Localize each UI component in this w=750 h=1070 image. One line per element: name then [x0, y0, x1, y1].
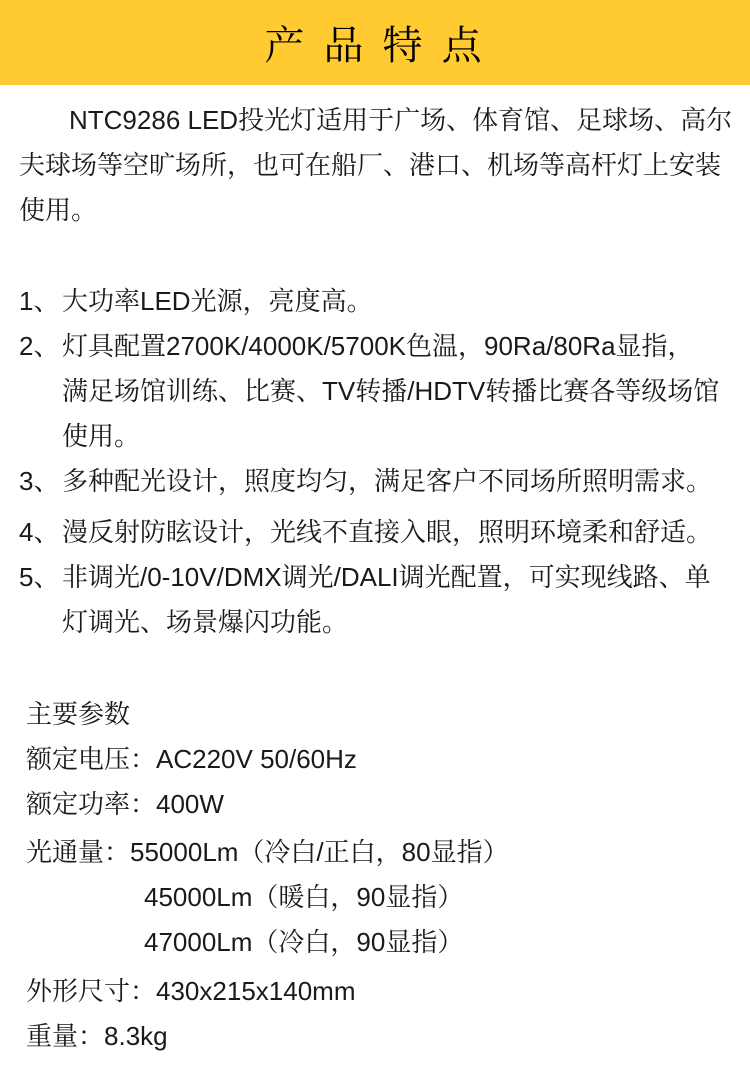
feature-text: [62, 510, 732, 555]
feature-line: 漫反射防眩设计，光线不直接入眼，照明环境柔和舒适。: [62, 517, 713, 547]
intro-line: NTC9286 LED投光灯适用于广场、体育馆、足球场、高尔: [69, 105, 733, 135]
spec-flux-main: [26, 830, 732, 875]
spec-label: 重量：: [26, 1021, 105, 1051]
feature-line: 非调光/0-10V/DMX调光/DALI调光配置，可实现线路、单: [62, 562, 711, 592]
spec-row-weight: [26, 1014, 732, 1059]
feature-text: [62, 555, 732, 645]
feature-line: 灯具配置2700K/4000K/5700K色温，90Ra/80Ra显指，: [62, 331, 694, 361]
spec-label: 光通量：: [26, 837, 131, 867]
feature-item-1: [19, 279, 732, 324]
feature-number: 1、: [19, 286, 60, 316]
feature-number: 5、: [19, 562, 60, 592]
feature-line: 使用。: [62, 421, 141, 451]
spec-flux-extra: 45000Lm（暖白，90显指）: [144, 882, 464, 912]
spec-value: 400W: [156, 789, 224, 819]
feature-item-5: [19, 555, 732, 645]
spec-value: 55000Lm（冷白/正白，80显指）: [130, 837, 509, 867]
section-title: 产 品 特 点: [264, 24, 486, 68]
section-header-banner: [0, 0, 750, 85]
content-area: [0, 85, 750, 1059]
feature-text: [62, 324, 732, 459]
feature-text: [62, 279, 732, 324]
spec-label: 额定电压：: [26, 744, 157, 774]
feature-item-3: [19, 459, 732, 504]
feature-line: 多种配光设计，照度均匀，满足客户不同场所照明需求。: [62, 466, 713, 496]
feature-item-2: [19, 324, 732, 459]
feature-item-4: [19, 510, 732, 555]
spec-value: AC220V 50/60Hz: [156, 744, 357, 774]
feature-text: [62, 459, 732, 504]
feature-number: 4、: [19, 517, 60, 547]
spec-row-dimensions: [26, 969, 732, 1014]
feature-line: 灯调光、场景爆闪功能。: [62, 607, 349, 637]
spec-heading: 主要参数: [26, 699, 131, 729]
spec-row-power: [26, 782, 732, 827]
spec-section: [19, 692, 732, 1059]
feature-number: 2、: [19, 331, 60, 361]
intro-line: 使用。: [19, 195, 98, 225]
intro-line: 夫球场等空旷场所，也可在船厂、港口、机场等高杆灯上安装: [19, 150, 722, 180]
spec-row-luminous-flux: [26, 830, 732, 965]
feature-number: 3、: [19, 466, 60, 496]
feature-list: [19, 279, 732, 645]
spec-row-voltage: [26, 737, 732, 782]
spec-value: 430x215x140mm: [156, 976, 356, 1006]
spec-label: 外形尺寸：: [26, 976, 157, 1006]
feature-line: 满足场馆训练、比赛、TV转播/HDTV转播比赛各等级场馆: [62, 376, 720, 406]
spec-label: 额定功率：: [26, 789, 157, 819]
intro-paragraph: [19, 98, 732, 233]
spec-flux-extra: 47000Lm（冷白，90显指）: [144, 927, 464, 957]
spec-value: 8.3kg: [104, 1021, 168, 1051]
feature-line: 大功率LED光源，亮度高。: [62, 286, 373, 316]
